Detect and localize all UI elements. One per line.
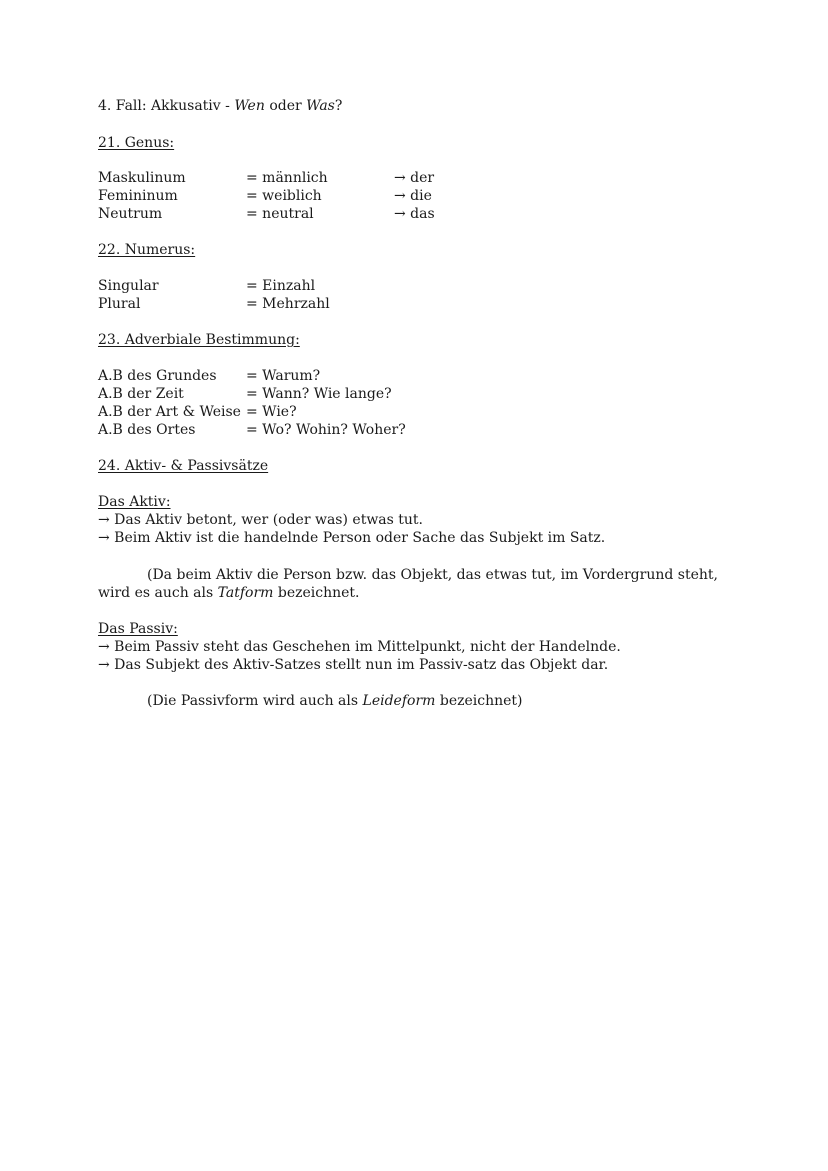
aktiv-line-1: → Das Aktiv betont, wer (oder was) etwas tut. bbox=[98, 512, 424, 528]
adverbiale-meaning-4: = Wo? Wohin? Woher? bbox=[246, 422, 406, 438]
genus-article-2: → die bbox=[394, 188, 432, 204]
intro-wen: Wen bbox=[234, 98, 265, 114]
aktiv-passiv-heading: 24. Aktiv- & Passivsätze bbox=[98, 458, 269, 474]
intro-question: ? bbox=[334, 98, 343, 114]
passiv-title: Das Passiv: bbox=[98, 621, 178, 637]
passiv-line-1: → Beim Passiv steht das Geschehen im Mittelpunkt, nicht der Handelnde. bbox=[98, 639, 621, 655]
genus-term-1: Maskulinum bbox=[98, 170, 186, 186]
aktiv-note-prefix: wird es auch als bbox=[98, 585, 218, 601]
aktiv-note-suffix: bezeichnet. bbox=[273, 585, 360, 601]
genus-term-3: Neutrum bbox=[98, 206, 163, 222]
numerus-heading: 22. Numerus: bbox=[98, 242, 196, 258]
numerus-term-1: Singular bbox=[98, 278, 159, 294]
genus-meaning-2: = weiblich bbox=[246, 188, 322, 204]
adverbiale-term-4: A.B des Ortes bbox=[98, 422, 196, 438]
passiv-note-suffix: bezeichnet) bbox=[435, 693, 523, 709]
aktiv-line-2: → Beim Aktiv ist die handelnde Person oder Sache das Subjekt im Satz. bbox=[98, 530, 606, 546]
intro-was: Was bbox=[306, 98, 335, 114]
numerus-term-2: Plural bbox=[98, 296, 141, 312]
intro-line bbox=[98, 97, 342, 115]
genus-heading: 21. Genus: bbox=[98, 135, 175, 151]
aktiv-note-tatform: Tatform bbox=[217, 585, 274, 601]
genus-article-1: → der bbox=[394, 170, 435, 186]
adverbiale-term-2: A.B der Zeit bbox=[98, 386, 184, 402]
aktiv-note-line-1: (Da beim Aktiv die Person bzw. das Objekt, das etwas tut, im Vordergrund steht, bbox=[147, 567, 718, 583]
aktiv-note-line-2 bbox=[98, 584, 360, 602]
numerus-meaning-2: = Mehrzahl bbox=[246, 296, 330, 312]
adverbiale-term-1: A.B des Grundes bbox=[98, 368, 217, 384]
passiv-note-prefix: (Die Passivform wird auch als bbox=[147, 693, 363, 709]
passiv-note bbox=[147, 692, 523, 710]
intro-oder: oder bbox=[264, 98, 307, 114]
genus-meaning-1: = männlich bbox=[246, 170, 328, 186]
adverbiale-term-3: A.B der Art & Weise bbox=[98, 404, 241, 420]
adverbiale-meaning-2: = Wann? Wie lange? bbox=[246, 386, 392, 402]
adverbiale-meaning-3: = Wie? bbox=[246, 404, 297, 420]
intro-prefix: 4. Fall: Akkusativ - bbox=[98, 98, 235, 114]
genus-article-3: → das bbox=[394, 206, 435, 222]
genus-term-2: Femininum bbox=[98, 188, 178, 204]
adverbiale-heading: 23. Adverbiale Bestimmung: bbox=[98, 332, 300, 348]
adverbiale-meaning-1: = Warum? bbox=[246, 368, 321, 384]
genus-meaning-3: = neutral bbox=[246, 206, 314, 222]
aktiv-title: Das Aktiv: bbox=[98, 494, 171, 510]
passiv-line-2: → Das Subjekt des Aktiv-Satzes stellt nun im Passiv-satz das Objekt dar. bbox=[98, 657, 609, 673]
passiv-note-leideform: Leideform bbox=[362, 693, 436, 709]
numerus-meaning-1: = Einzahl bbox=[246, 278, 316, 294]
